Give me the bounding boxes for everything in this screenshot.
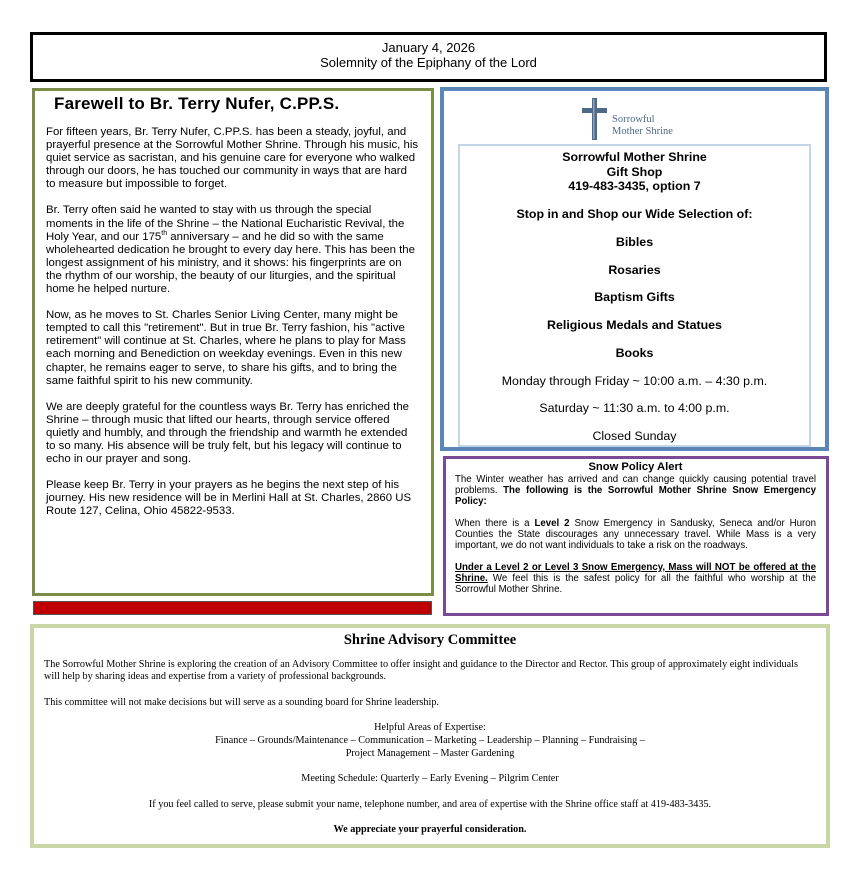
snow-text: The Winter weather has arrived and can change quickly causing potential travel problems. (455, 474, 816, 496)
shrine-logo (578, 96, 698, 142)
gift-shop-subtitle: Gift Shop (606, 164, 663, 179)
gift-shop-item: Baptism Gifts (594, 290, 675, 304)
snow-paragraph (455, 518, 816, 551)
logo-text-line2: Mother Shrine (612, 126, 673, 137)
snow-policy-heading: The following is the Sorrowful Mother Shrine Snow Emergency Policy: (455, 485, 816, 507)
gift-shop-item: Books (615, 346, 654, 360)
gift-shop-panel (440, 87, 829, 451)
farewell-paragraph: Now, as he moves to St. Charles Senior Living Center, many might be tempted to call this "retirement". But in true Br. Terry fashion, his "active retirement" will continue at St. Charles, where he plans to play for Mass each morning and Benediction on weekday evenings. Even in this new chapter, he remains eager to serve, to share his gifts, and to bring the same faithful spirit to his new community. (46, 309, 406, 387)
snow-paragraph (455, 474, 816, 507)
gift-shop-item: Religious Medals and Statues (547, 318, 722, 332)
gift-shop-intro: Stop in and Shop our Wide Selection of: (516, 207, 753, 221)
expertise-list: Project Management – Master Gardening (345, 747, 515, 759)
snow-policy-alert (443, 456, 829, 616)
farewell-text: Br. Terry often said he wanted to stay with us through the special moments in the life of the Shrine – the National Eucharistic Revival, the Holy Year, and our 175 (46, 204, 405, 243)
advisory-committee (30, 624, 830, 848)
meeting-schedule: Meeting Schedule: Quarterly – Early Evening – Pilgrim Center (301, 773, 559, 785)
gift-shop-details (458, 144, 811, 447)
farewell-title: Farewell to Br. Terry Nufer, C.PP.S. (54, 94, 340, 113)
cross-icon (578, 96, 698, 142)
logo-text-line1: Sorrowful (612, 114, 655, 125)
expertise-heading: Helpful Areas of Expertise: (374, 722, 486, 734)
gift-shop-item: Rosaries (608, 263, 661, 277)
farewell-paragraph: We are deeply grateful for the countless ways Br. Terry has enriched the Shrine – through music that lifted our hearts, through service offered quietly and humbly, and through the friendship and warmth he extended to so many. His absence will be truly felt, but his legacy will continue to echo in our prayer and song. (46, 400, 410, 466)
farewell-text: anniversary – and he did so with the same wholehearted dedication he brought to every day here. This has been the longest assignment of his ministry, and it shows: his fingerprints are on the rhythm of our worship, the beauty of our liturgies, and the spiritual home he helped nurture. (46, 230, 415, 296)
gift-shop-phone: 419-483-3435, option 7 (568, 179, 701, 193)
gift-shop-item: Bibles (615, 235, 654, 249)
hours-saturday: Saturday ~ 11:30 a.m. to 4:00 p.m. (539, 401, 730, 415)
advisory-paragraph: The Sorrowful Mother Shrine is exploring the creation of an Advisory Committee to offer insight and guidance to the Director and Rector. This group of approximately eight individuals will help by sharing ideas and expertise from a variety of professional backgrounds. (44, 658, 798, 683)
hours-sunday: Closed Sunday (592, 429, 677, 443)
hours-weekday: Monday through Friday ~ 10:00 a.m. – 4:30 p.m. (501, 374, 768, 388)
expertise-list: Finance – Grounds/Maintenance – Communication – Marketing – Leadership – Planning – Fundraising – (215, 734, 645, 746)
farewell-paragraph (46, 204, 419, 296)
snow-warning: Under a Level 2 or Level 3 Snow Emergency, Mass will NOT be offered at the Shrine. (455, 562, 816, 584)
advisory-call: If you feel called to serve, please submit your name, telephone number, and area of expertise with the Shrine office staff at 419-483-3435. (148, 798, 712, 810)
snow-text: When there is a (455, 518, 535, 529)
snow-level: Level 2 (534, 518, 570, 529)
snow-text: We feel this is the safest policy for all the faithful who worship at the Sorrowful Mother Shrine. (455, 573, 816, 595)
bulletin-header (30, 32, 827, 82)
advisory-paragraph: This committee will not make decisions but will serve as a sounding board for Shrine leadership. (44, 696, 439, 708)
advisory-title: Shrine Advisory Committee (343, 632, 517, 648)
ordinal-suffix: th (161, 229, 168, 237)
advisory-thanks: We appreciate your prayerful consideration. (333, 824, 527, 836)
gift-shop-name: Sorrowful Mother Shrine (562, 150, 707, 164)
snow-paragraph (455, 562, 816, 595)
bulletin-date: January 4, 2026 (381, 40, 476, 55)
farewell-paragraph: Please keep Br. Terry in your prayers as he begins the next step of his journey. His new residence will be in Merlini Hall at St. Charles, 2860 US Route 127, Celina, Ohio 45822-9533. (46, 479, 412, 518)
snow-text: Snow Emergency in Sandusky, Seneca and/or Huron Counties the State discourages any unnecessary travel. While Mass is a very important, we do not want individuals to take a risk on the roadways. (455, 518, 817, 551)
snow-title: Snow Policy Alert (588, 461, 683, 473)
feast-title: Solemnity of the Epiphany of the Lord (320, 55, 537, 70)
red-divider-bar (33, 601, 432, 615)
farewell-paragraph: For fifteen years, Br. Terry Nufer, C.PP.S. has been a steady, joyful, and prayerful presence at the Sorrowful Mother Shrine. Through his music, his quiet service as sacristan, and his genuine care for everyone who walked through our doors, he has touched our community in ways that are hard to measure but impossible to forget. (46, 126, 419, 191)
farewell-article (32, 88, 434, 596)
